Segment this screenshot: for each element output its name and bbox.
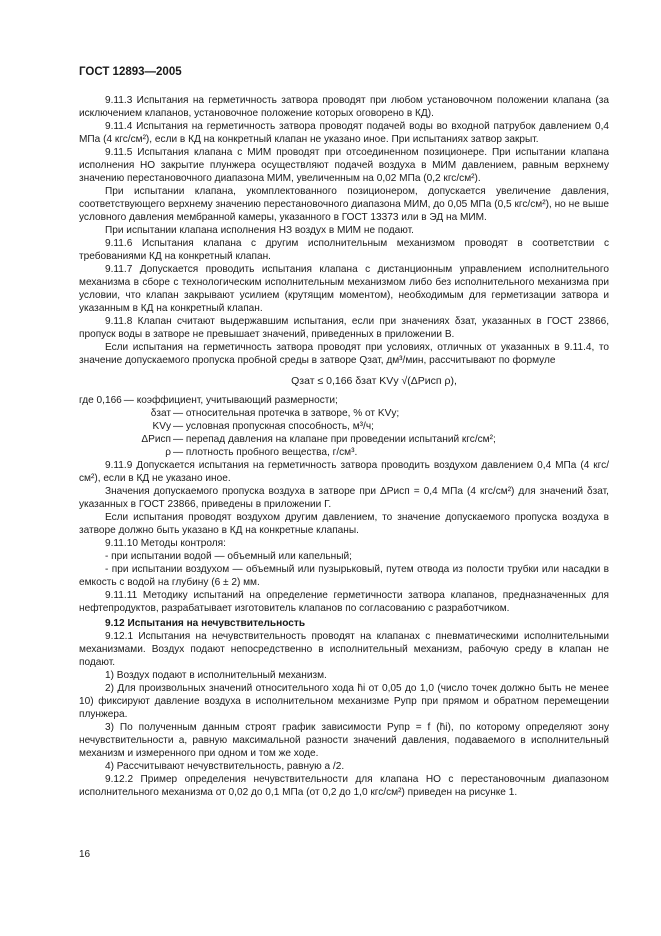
definition-row <box>79 433 609 446</box>
definition-symbol: ρ <box>165 447 171 458</box>
paragraph: 9.11.11 Методику испытаний на определение герметичности затвора клапанов, предназначенных для нефтепродуктов, разрабатывает изготовитель клапанов по согласованию с разработчиком. <box>79 590 609 614</box>
definition-row <box>79 420 609 433</box>
paragraph: 9.11.6 Испытания клапана с другим исполнительным механизмом проводят в соответствии с требованиями КД на конкретный клапан. <box>79 238 609 262</box>
definition-symbol: ΔPисп <box>141 434 171 445</box>
section-heading: 9.12 Испытания на нечувствительность <box>105 618 306 629</box>
paragraph: 9.11.9 Допускается испытания на герметичность затвора проводить воздухом давлением 0,4 МПа (4 кгс/см²), если в КД не указано иное. <box>79 460 609 484</box>
formula-definitions <box>79 394 609 459</box>
definition-text: — перепад давления на клапане при проведении испытаний кгс/см²; <box>173 434 496 445</box>
list-item: 1) Воздух подают в исполнительный механизм. <box>105 670 327 681</box>
definition-symbol: где 0,166 <box>79 395 122 406</box>
paragraph: 9.11.10 Методы контроля: <box>105 538 226 549</box>
paragraph: 9.11.7 Допускается проводить испытания клапана с дистанционным управлением исполнительного механизма в сборе с технологическим исполнительным механизмом либо без исполнительного механизма при условии, что клапан закрывают усилием (крутящим моментом), необходимым для герметизации затвора и указанным в КД на конкретный клапан. <box>79 264 609 314</box>
definition-row <box>79 394 609 407</box>
paragraph: Значения допускаемого пропуска воздуха в затворе при ΔPисп = 0,4 МПа (4 кгс/см²) для значений δзат, указанных в ГОСТ 23866, приведены в приложении Г. <box>79 486 609 510</box>
list-item: - при испытании водой — объемный или капельный; <box>105 551 352 562</box>
list-item: - при испытании воздухом — объемный или пузырьковый, путем отвода из полости трубки или насадки в емкость с водой на глубину (6 ± 2) мм. <box>79 564 609 588</box>
list-item: 4) Рассчитывают нечувствительность, равную а /2. <box>105 761 345 772</box>
paragraph: 9.12.1 Испытания на нечувствительность проводят на клапанах с пневматическими исполнительными механизмами. Воздух подают непосредственно в исполнительный механизм, рабочую среду в клапан не подают. <box>79 631 609 668</box>
list-item: 2) Для произвольных значений относительного хода h̄i от 0,05 до 1,0 (число точек должно быть не менее 10) фиксируют давление воздуха в исполнительном механизме Pупр при прямом и обратном перемещении плунжера. <box>79 683 609 720</box>
definition-row <box>79 446 609 459</box>
paragraph: При испытании клапана исполнения НЗ воздух в МИМ не подают. <box>105 225 414 236</box>
paragraph: 9.11.4 Испытания на герметичность затвора проводят подачей воды во входной патрубок давлением 0,4 МПа (4 кгс/см²), если в КД на конкретный клапан не указано иное. При испытаниях затвор закрыт. <box>79 121 609 145</box>
definition-text: — плотность пробного вещества, г/см³. <box>173 447 358 458</box>
definition-text: — коэффициент, учитывающий размерности; <box>123 395 338 406</box>
paragraph: Если испытания на герметичность затвора проводят при условиях, отличных от указанных в 9.11.4, то значение допускаемого пропуска пробной среды в затворе Qзат, дм³/мин, рассчитывают по формуле <box>79 342 609 366</box>
definition-symbol: KVу <box>152 421 171 432</box>
paragraph: Если испытания проводят воздухом другим давлением, то значение допускаемого пропуска воздуха в затворе должно быть указано в КД на конкретные клапаны. <box>79 512 609 536</box>
paragraph: 9.12.2 Пример определения нечувствительности для клапана НО с перестановочным диапазоном исполнительного механизма от 0,02 до 0,1 МПа (от 0,2 до 1,0 кгс/см²) приведен на рисунке 1. <box>79 774 609 798</box>
page-number: 16 <box>79 849 91 860</box>
paragraph: 9.11.8 Клапан считают выдержавшим испытания, если при значениях δзат, указанных в ГОСТ 23866, пропуск воды в затворе не превышает значений, приведенных в приложении В. <box>79 316 609 340</box>
paragraph: 9.11.3 Испытания на герметичность затвора проводят при любом установочном положении клапана (за исключением клапанов, установочное положение которых оговорено в КД). <box>79 95 609 119</box>
document-body <box>79 94 609 799</box>
formula: Qзат ≤ 0,166 δзат KVу √(ΔPисп ρ), <box>291 375 457 387</box>
list-item: 3) По полученным данным строят график зависимости Pупр = f (h̄i), по которому определяют зону нечувствительности а, равную максимальной разности значений давления, подаваемого в исполнительный механизм и измеренного при одном и том же ходе. <box>79 722 609 759</box>
document-header: ГОСТ 12893—2005 <box>79 66 182 78</box>
paragraph: 9.11.5 Испытания клапана с МИМ проводят при отсоединенном позиционере. При испытании клапана исполнения НО закрытие плунжера осуществляют подачей воздуха в МИМ давлением, равным верхнему значению перестановочного диапазона МИМ, увеличенным на 0,02 МПа (0,2 кгс/см²). <box>79 147 609 184</box>
definition-symbol: δзат <box>150 408 171 419</box>
definition-text: — относительная протечка в затворе, % от KVу; <box>173 408 400 419</box>
definition-text: — условная пропускная способность, м³/ч; <box>173 421 374 432</box>
paragraph: При испытании клапана, укомплектованного позиционером, допускается увеличение давления, соответствующего верхнему значению перестановочного диапазона МИМ, до 0,05 МПа (0,5 кгс/см²), но не выше условного давления мембранной камеры, указанного в ГОСТ 13373 или в ЭД на МИМ. <box>79 186 609 223</box>
definition-row <box>79 407 609 420</box>
